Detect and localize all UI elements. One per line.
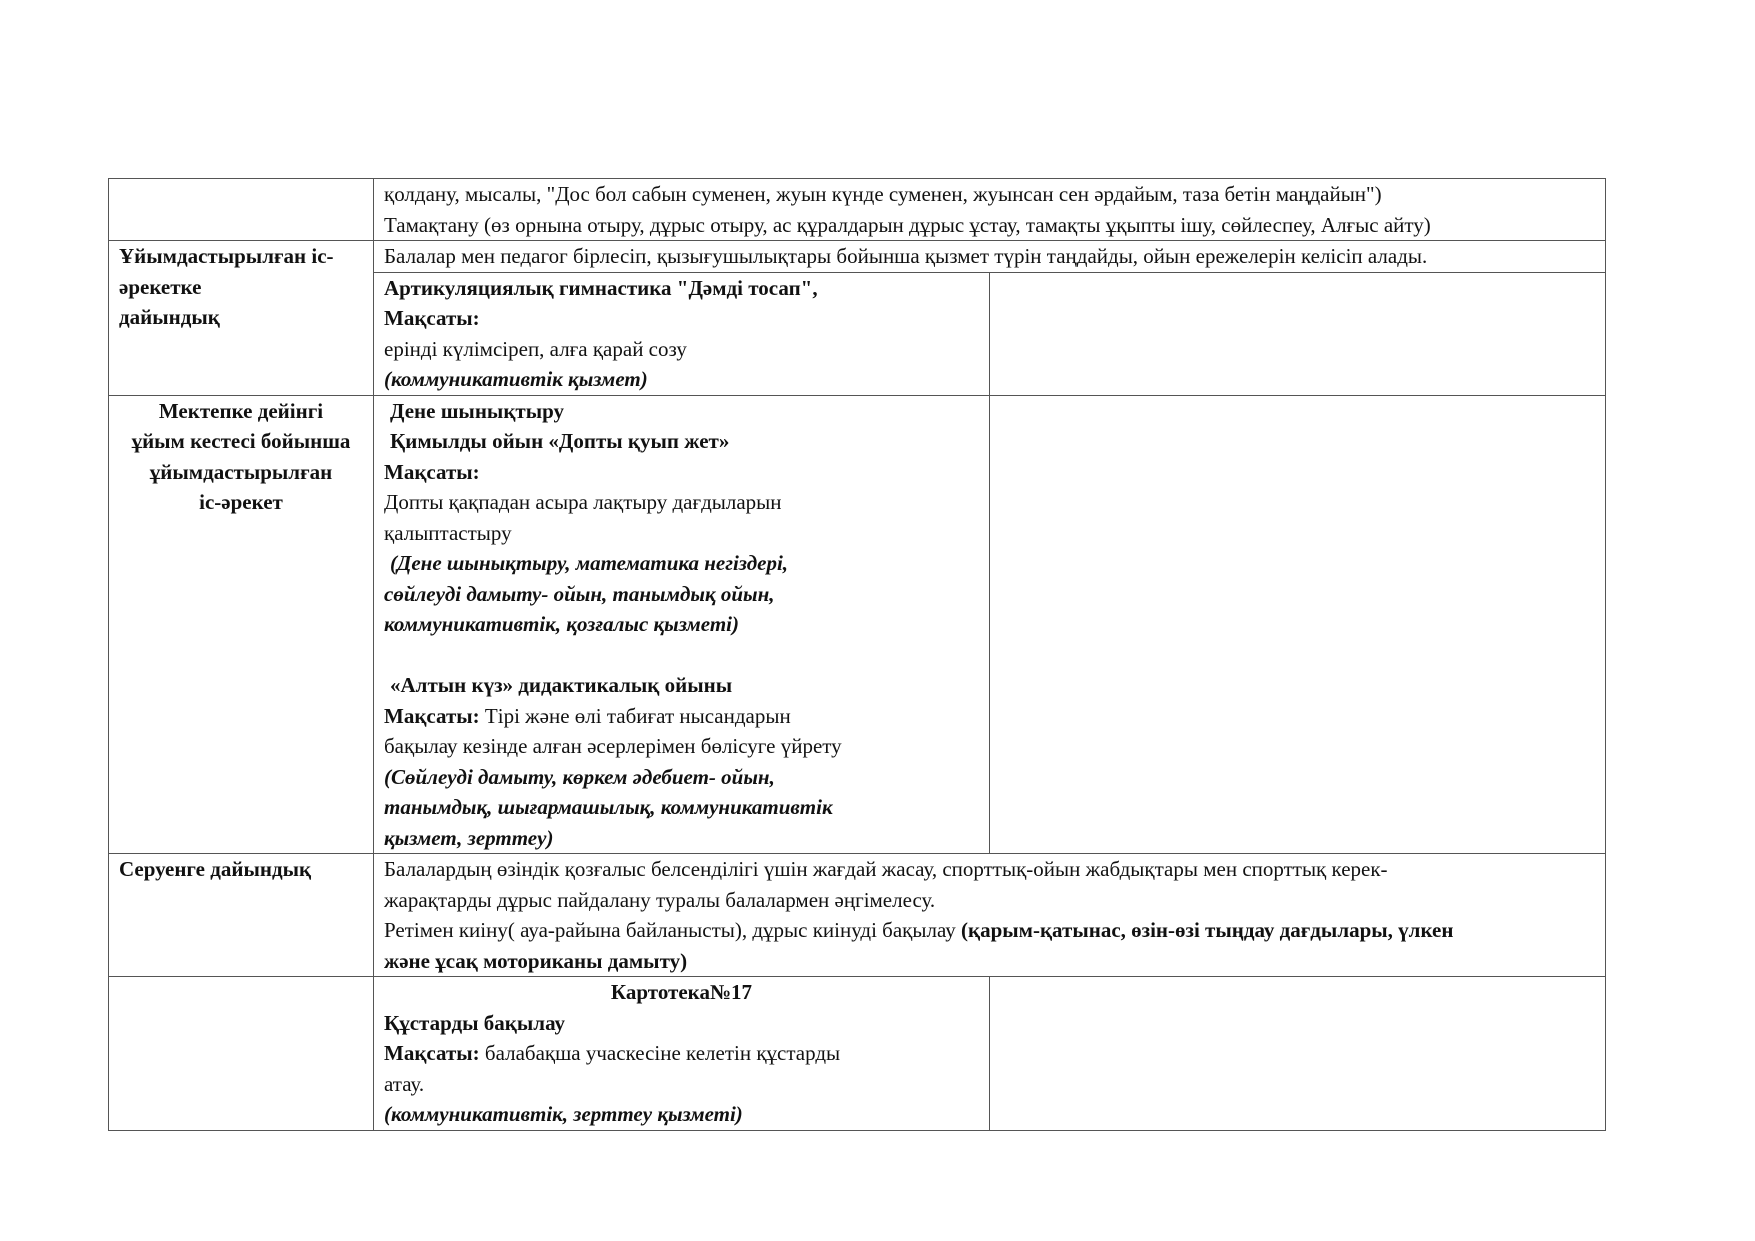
- activity-note: (коммуникативтік, зерттеу қызметі): [384, 1102, 743, 1126]
- row-label-cell: [109, 179, 374, 241]
- content-cell: [374, 179, 1606, 241]
- content-cell: [374, 854, 1606, 977]
- activity-game: Қимылды ойын «Допты қуып жет»: [390, 429, 730, 453]
- table-row: [109, 241, 1606, 273]
- row-label-line: әрекетке: [119, 274, 202, 299]
- goal-text: Тірі және өлі табиғат нысандарын: [479, 703, 791, 728]
- text-line: Балалар мен педагог бірлесіп, қызығушылықтары бойынша қызмет түрін таңдайды, ойын ережелерін келісіп алады.: [384, 244, 1428, 268]
- row-label-cell: [109, 977, 374, 1131]
- row-label-cell: [109, 395, 374, 854]
- content-cell: [374, 272, 990, 395]
- goal-text: Допты қақпадан асыра лақтыру дағдыларын: [384, 490, 782, 514]
- row-label-line: ұйымдастырылған: [149, 459, 333, 484]
- goal-text: ерінді күлімсіреп, алға қарай созу: [384, 336, 687, 361]
- text-line: Тамақтану (өз орнына отыру, дұрыс отыру, ас құралдарын дұрыс ұстау, тамақты ұқыпты ішу, сөйлеспеу, Алғыс айту): [384, 212, 1431, 237]
- activity-note: қызмет, зерттеу): [384, 825, 554, 850]
- empty-cell: [990, 395, 1606, 854]
- activity-note: коммуникативтік, қозғалыс қызметі): [384, 612, 740, 636]
- activity-note: (коммуникативтік қызмет): [384, 367, 648, 391]
- row-label-line: іс-әрекет: [199, 490, 283, 514]
- goal-label: Мақсаты:: [384, 1041, 480, 1065]
- table-row: [109, 854, 1606, 977]
- text-line: жарақтарды дұрыс пайдалану туралы балалармен әңгімелесу.: [384, 887, 936, 912]
- activity-note: (Сөйлеуді дамыту, көркем әдебиет- ойын,: [384, 764, 775, 789]
- activity-title: Құстарды бақылау: [384, 1010, 566, 1035]
- row-label-line: Ұйымдастырылған іс-: [119, 244, 334, 268]
- text-line: [384, 915, 1595, 946]
- activity-note: (Дене шынықтыру, математика негіздері,: [390, 551, 789, 575]
- row-label-line: Серуенге дайындық: [119, 857, 312, 881]
- goal-text: бақылау кезінде алған әсерлерімен бөлісуге үйрету: [384, 734, 842, 758]
- content-cell: [374, 977, 990, 1131]
- empty-cell: [990, 977, 1606, 1131]
- row-label-line: дайындық: [119, 305, 220, 329]
- row-label-cell: [109, 854, 374, 977]
- row-label-line: Мектепке дейінгі: [158, 398, 324, 423]
- text-line: қолдану, мысалы, "Дос бол сабын суменен, жуын күнде суменен, жуынсан сен әрдайым, таза бетін маңдайын"): [384, 182, 1382, 206]
- goal-text: қалыптастыру: [384, 520, 512, 545]
- table-row: [109, 977, 1606, 1131]
- goal-label: Мақсаты:: [384, 306, 480, 330]
- card-number: Картотека№17: [610, 980, 753, 1004]
- row-label-cell: [109, 241, 374, 396]
- text-bold: (қарым-қатынас, өзін-өзі тыңдау дағдылары, үлкен: [960, 918, 1454, 942]
- text-plain: Ретімен киіну( ауа-райына байланысты), дұрыс киінуді бақылау: [384, 918, 961, 942]
- activity-title: «Алтын күз» дидактикалық ойыны: [390, 673, 733, 697]
- row-label-line: ұйым кестесі бойынша: [131, 429, 351, 453]
- text-line: және ұсақ моториканы дамыту): [384, 948, 688, 973]
- goal-line: [384, 701, 979, 732]
- table-row: [109, 395, 1606, 854]
- empty-cell: [990, 272, 1606, 395]
- activity-title: Дене шынықтыру: [390, 398, 565, 423]
- goal-label: Мақсаты:: [384, 459, 480, 484]
- activity-title: Артикуляциялық гимнастика "Дәмді тосап",: [384, 275, 818, 300]
- goal-label: Мақсаты:: [384, 703, 480, 728]
- document-page: [108, 178, 1606, 1131]
- spacer: [384, 640, 979, 671]
- schedule-table: [108, 178, 1606, 1131]
- activity-note: сөйлеуді дамыту- ойын, танымдық ойын,: [384, 581, 775, 606]
- activity-note: танымдық, шығармашылық, коммуникативтік: [384, 795, 833, 819]
- goal-text: балабақша учаскесіне келетін құстарды: [479, 1041, 841, 1065]
- content-cell: [374, 395, 990, 854]
- goal-text: атау.: [384, 1071, 425, 1096]
- text-line: Балалардың өзіндік қозғалыс белсенділігі үшін жағдай жасау, спорттық-ойын жабдықтары мен спорттық керек-: [384, 857, 1388, 881]
- content-cell: [374, 241, 1606, 273]
- table-row: [109, 179, 1606, 241]
- goal-line: [384, 1038, 979, 1069]
